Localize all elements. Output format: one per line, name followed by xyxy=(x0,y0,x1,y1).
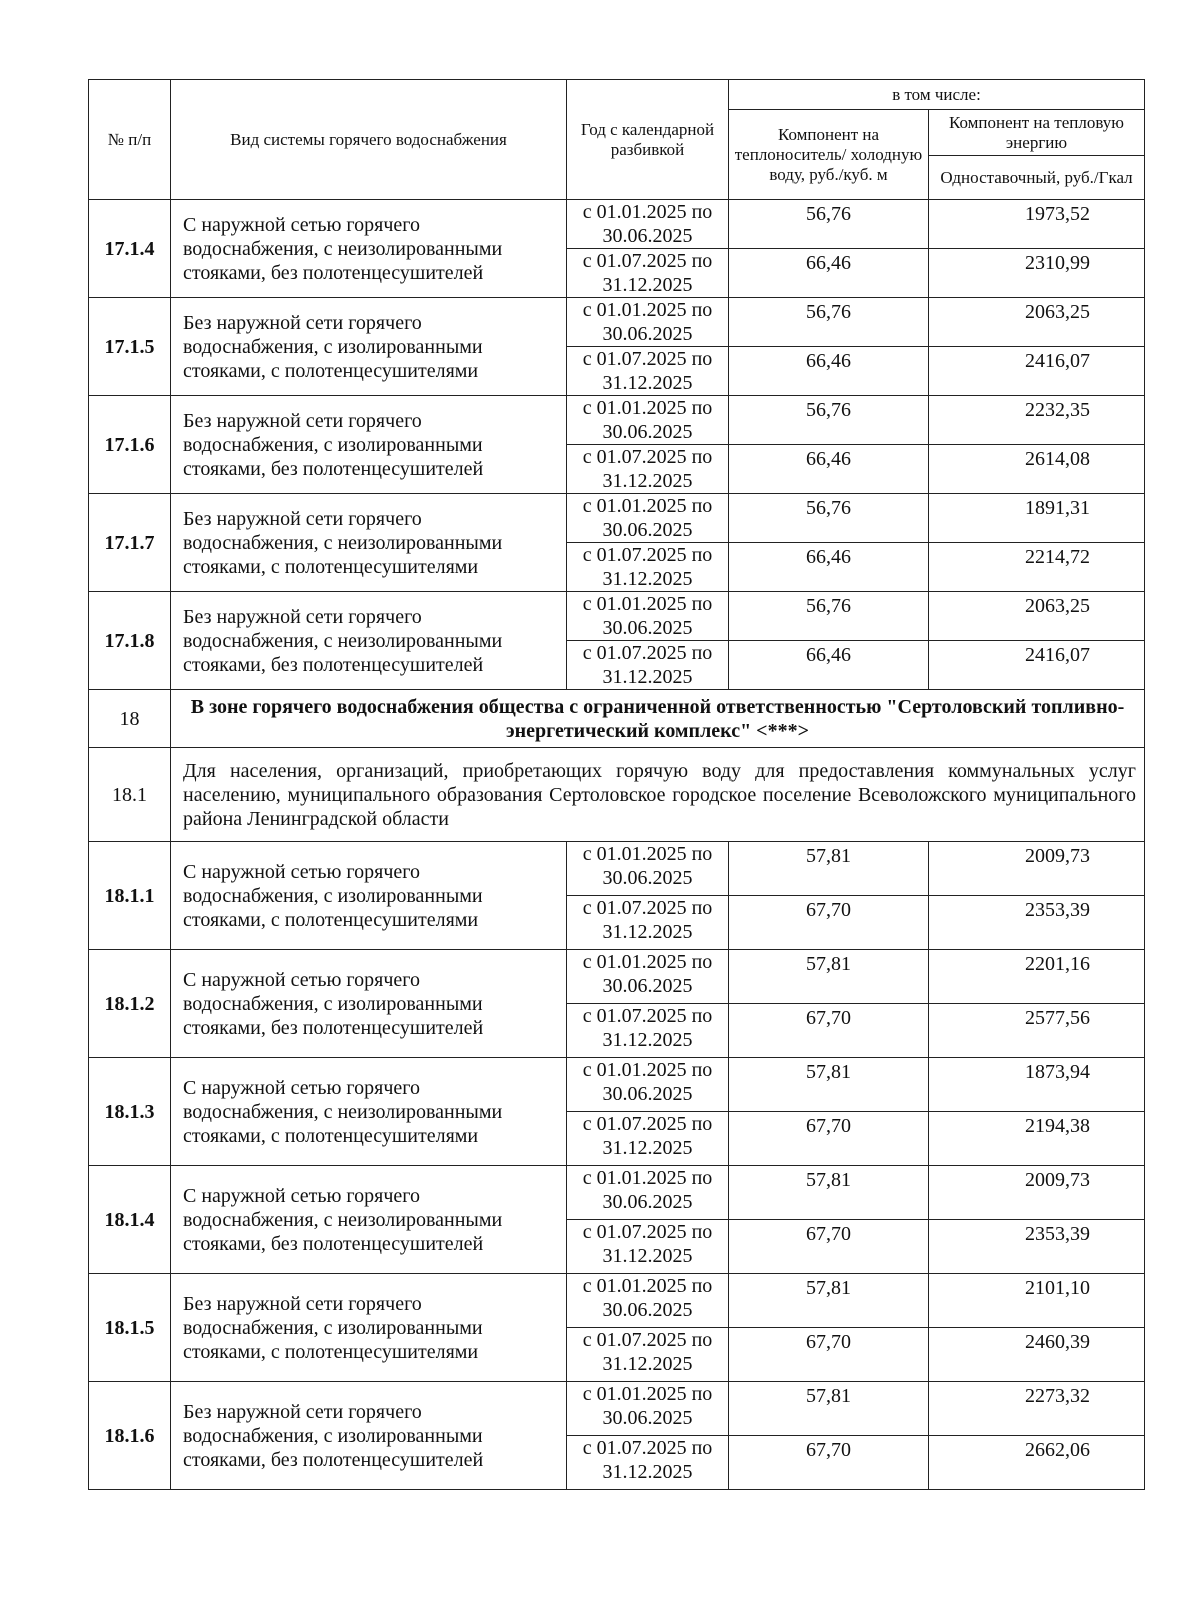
coolant-component-value: 66,46 xyxy=(729,543,929,592)
period-cell: с 01.07.2025 по 31.12.2025 xyxy=(567,1328,729,1382)
heat-component-value: 2353,39 xyxy=(929,896,1145,950)
system-type: Без наружной сети горячего водоснабжения, с изолированными стояками, без полотенцесушителей xyxy=(171,1382,567,1490)
system-type: С наружной сетью горячего водоснабжения, с неизолированными стояками, без полотенцесушителей xyxy=(171,200,567,298)
period-cell: с 01.01.2025 по 30.06.2025 xyxy=(567,1166,729,1220)
header-num: № п/п xyxy=(89,80,171,200)
period-cell: с 01.01.2025 по 30.06.2025 xyxy=(567,494,729,543)
period-cell: с 01.07.2025 по 31.12.2025 xyxy=(567,1436,729,1490)
period-cell: с 01.07.2025 по 31.12.2025 xyxy=(567,249,729,298)
header-comp2-sub: Одноставочный, руб./Гкал xyxy=(929,156,1145,200)
coolant-component-value: 57,81 xyxy=(729,950,929,1004)
row-number: 17.1.7 xyxy=(89,494,171,592)
heat-component-value: 2416,07 xyxy=(929,347,1145,396)
heat-component-value: 1891,31 xyxy=(929,494,1145,543)
heat-component-value: 2009,73 xyxy=(929,842,1145,896)
header-year: Год с календарной разбивкой xyxy=(567,80,729,200)
table-row xyxy=(89,200,1145,249)
header-type: Вид системы горячего водоснабжения xyxy=(171,80,567,200)
table-row xyxy=(89,1166,1145,1220)
heat-component-value: 2416,07 xyxy=(929,641,1145,690)
heat-component-value: 2063,25 xyxy=(929,592,1145,641)
row-number: 18.1.4 xyxy=(89,1166,171,1274)
row-number: 18.1.3 xyxy=(89,1058,171,1166)
system-type: Без наружной сети горячего водоснабжения, с изолированными стояками, без полотенцесушителей xyxy=(171,396,567,494)
coolant-component-value: 67,70 xyxy=(729,1328,929,1382)
system-type: С наружной сетью горячего водоснабжения, с изолированными стояками, с полотенцесушителями xyxy=(171,842,567,950)
coolant-component-value: 67,70 xyxy=(729,1004,929,1058)
coolant-component-value: 56,76 xyxy=(729,396,929,445)
coolant-component-value: 67,70 xyxy=(729,896,929,950)
coolant-component-value: 67,70 xyxy=(729,1220,929,1274)
heat-component-value: 1873,94 xyxy=(929,1058,1145,1112)
period-cell: с 01.01.2025 по 30.06.2025 xyxy=(567,396,729,445)
row-number: 17.1.4 xyxy=(89,200,171,298)
heat-component-value: 2101,10 xyxy=(929,1274,1145,1328)
header-comp2: Компонент на тепловую энергию xyxy=(929,110,1145,156)
heat-component-value: 1973,52 xyxy=(929,200,1145,249)
coolant-component-value: 66,46 xyxy=(729,249,929,298)
section-17-rows xyxy=(89,200,1145,690)
period-cell: с 01.07.2025 по 31.12.2025 xyxy=(567,445,729,494)
system-type: Без наружной сети горячего водоснабжения, с изолированными стояками, с полотенцесушителями xyxy=(171,1274,567,1382)
table-row xyxy=(89,494,1145,543)
table-row xyxy=(89,592,1145,641)
heat-component-value: 2214,72 xyxy=(929,543,1145,592)
coolant-component-value: 56,76 xyxy=(729,200,929,249)
table-row xyxy=(89,1382,1145,1436)
period-cell: с 01.01.2025 по 30.06.2025 xyxy=(567,200,729,249)
heat-component-value: 2353,39 xyxy=(929,1220,1145,1274)
system-type: С наружной сетью горячего водоснабжения, с неизолированными стояками, без полотенцесушителей xyxy=(171,1166,567,1274)
period-cell: с 01.01.2025 по 30.06.2025 xyxy=(567,842,729,896)
coolant-component-value: 56,76 xyxy=(729,298,929,347)
heat-component-value: 2194,38 xyxy=(929,1112,1145,1166)
row-number: 17.1.8 xyxy=(89,592,171,690)
system-type: С наружной сетью горячего водоснабжения, с изолированными стояками, без полотенцесушителей xyxy=(171,950,567,1058)
header-including: в том числе: xyxy=(729,80,1145,110)
system-type: Без наружной сети горячего водоснабжения, с неизолированными стояками, без полотенцесушителей xyxy=(171,592,567,690)
coolant-component-value: 57,81 xyxy=(729,1058,929,1112)
heat-component-value: 2063,25 xyxy=(929,298,1145,347)
heat-component-value: 2232,35 xyxy=(929,396,1145,445)
system-type: Без наружной сети горячего водоснабжения, с изолированными стояками, с полотенцесушителями xyxy=(171,298,567,396)
table-row xyxy=(89,842,1145,896)
period-cell: с 01.07.2025 по 31.12.2025 xyxy=(567,1220,729,1274)
tariff-table xyxy=(88,79,1145,1490)
coolant-component-value: 67,70 xyxy=(729,1436,929,1490)
coolant-component-value: 57,81 xyxy=(729,1382,929,1436)
table-row xyxy=(89,396,1145,445)
heat-component-value: 2201,16 xyxy=(929,950,1145,1004)
row-number: 18.1.1 xyxy=(89,842,171,950)
period-cell: с 01.01.2025 по 30.06.2025 xyxy=(567,1274,729,1328)
period-cell: с 01.07.2025 по 31.12.2025 xyxy=(567,896,729,950)
section-18-1-text: Для населения, организаций, приобретающих горячую воду для предоставления коммунальных услуг населению, муниципального образования Сертоловское городское поселение Всеволожского муниципального района Ленинградской области xyxy=(171,748,1145,842)
period-cell: с 01.07.2025 по 31.12.2025 xyxy=(567,347,729,396)
period-cell: с 01.01.2025 по 30.06.2025 xyxy=(567,1382,729,1436)
period-cell: с 01.07.2025 по 31.12.2025 xyxy=(567,641,729,690)
heat-component-value: 2310,99 xyxy=(929,249,1145,298)
coolant-component-value: 66,46 xyxy=(729,347,929,396)
heat-component-value: 2614,08 xyxy=(929,445,1145,494)
coolant-component-value: 57,81 xyxy=(729,1274,929,1328)
period-cell: с 01.07.2025 по 31.12.2025 xyxy=(567,1112,729,1166)
period-cell: с 01.01.2025 по 30.06.2025 xyxy=(567,1058,729,1112)
coolant-component-value: 56,76 xyxy=(729,592,929,641)
section-18-rows xyxy=(89,842,1145,1490)
section-18-1-num: 18.1 xyxy=(89,748,171,842)
table-row xyxy=(89,298,1145,347)
system-type: Без наружной сети горячего водоснабжения, с неизолированными стояками, с полотенцесушителями xyxy=(171,494,567,592)
coolant-component-value: 66,46 xyxy=(729,641,929,690)
table-row xyxy=(89,950,1145,1004)
coolant-component-value: 57,81 xyxy=(729,1166,929,1220)
row-number: 17.1.6 xyxy=(89,396,171,494)
section-18-title: В зоне горячего водоснабжения общества с ограниченной ответственностью "Сертоловский топливно-энергетический комплекс" <***> xyxy=(171,690,1145,748)
period-cell: с 01.01.2025 по 30.06.2025 xyxy=(567,950,729,1004)
row-number: 18.1.2 xyxy=(89,950,171,1058)
coolant-component-value: 57,81 xyxy=(729,842,929,896)
heat-component-value: 2662,06 xyxy=(929,1436,1145,1490)
period-cell: с 01.07.2025 по 31.12.2025 xyxy=(567,543,729,592)
heat-component-value: 2273,32 xyxy=(929,1382,1145,1436)
period-cell: с 01.01.2025 по 30.06.2025 xyxy=(567,298,729,347)
table-row xyxy=(89,1274,1145,1328)
coolant-component-value: 66,46 xyxy=(729,445,929,494)
period-cell: с 01.01.2025 по 30.06.2025 xyxy=(567,592,729,641)
heat-component-value: 2460,39 xyxy=(929,1328,1145,1382)
heat-component-value: 2009,73 xyxy=(929,1166,1145,1220)
coolant-component-value: 56,76 xyxy=(729,494,929,543)
coolant-component-value: 67,70 xyxy=(729,1112,929,1166)
section-18 xyxy=(89,690,1145,842)
section-18-num: 18 xyxy=(89,690,171,748)
row-number: 18.1.5 xyxy=(89,1274,171,1382)
row-number: 18.1.6 xyxy=(89,1382,171,1490)
heat-component-value: 2577,56 xyxy=(929,1004,1145,1058)
header-comp1: Компонент на теплоноситель/ холодную воду, руб./куб. м xyxy=(729,110,929,200)
row-number: 17.1.5 xyxy=(89,298,171,396)
table-row xyxy=(89,1058,1145,1112)
system-type: С наружной сетью горячего водоснабжения, с неизолированными стояками, с полотенцесушителями xyxy=(171,1058,567,1166)
period-cell: с 01.07.2025 по 31.12.2025 xyxy=(567,1004,729,1058)
